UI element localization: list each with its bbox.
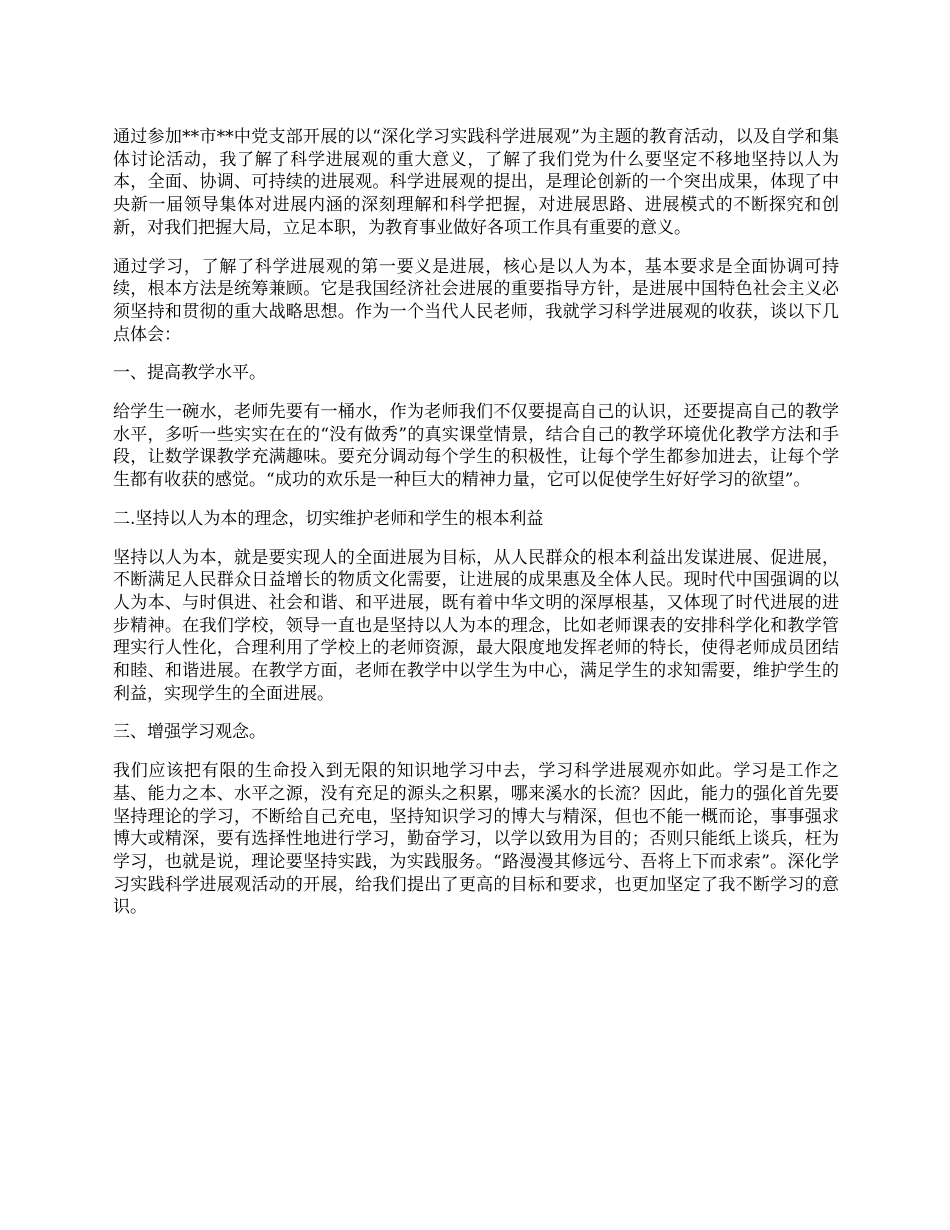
section-1-paragraph: 给学生一碗水，老师先要有一桶水，作为老师我们不仅要提高自己的认识，还要提高自己的教学水平，多听一些实实在在的“没有做秀”的真实课堂情景，结合自己的教学环境优化教学方法和手段，让数学课教学充满趣味。要充分调动每个学生的积极性，让每个学生都参加进去，让每个学生都有收获的感觉。“成功的欢乐是一种巨大的精神力量，它可以促使学生好好学习的欲望”。 xyxy=(113,402,839,491)
section-3-paragraph: 我们应该把有限的生命投入到无限的知识地学习中去，学习科学进展观亦如此。学习是工作之基、能力之本、水平之源，没有充足的源头之积累，哪来溪水的长流？因此，能力的强化首先要坚持理论的学习，不断给自己充电，坚持知识学习的博大与精深，但也不能一概而论，事事强求博大或精深，要有选择性地进行学习，勤奋学习，以学以致用为目的；否则只能纸上谈兵，枉为学习，也就是说，理论要坚持实践，为实践服务。“路漫漫其修远兮、吾将上下而求索”。深化学习实践科学进展观活动的开展，给我们提出了更高的目标和要求，也更加坚定了我不断学习的意识。 xyxy=(113,761,839,918)
document-page xyxy=(113,126,839,935)
intro-paragraph: 通过参加**市**中党支部开展的以“深化学习实践科学进展观”为主题的教育活动，以及自学和集体讨论活动，我了解了科学进展观的重大意义，了解了我们党为什么要坚定不移地坚持以人为本，全面、协调、可持续的进展观。科学进展观的提出，是理论创新的一个突出成果，体现了中央新一届领导集体对进展内涵的深刻理解和科学把握，对进展思路、进展模式的不断探究和创新，对我们把握大局，立足本职，为教育事业做好各项工作具有重要的意义。 xyxy=(113,127,839,238)
section-heading-1: 一、提高教学水平。 xyxy=(113,363,266,384)
section-heading-2: 二.坚持以人为本的理念，切实维护老师和学生的根本利益 xyxy=(113,508,544,529)
section-2-paragraph: 坚持以人为本，就是要实现人的全面进展为目标，从人民群众的根本利益出发谋进展、促进展，不断满足人民群众日益增长的物质文化需要，让进展的成果惠及全体人民。现时代中国强调的以人为本、与时俱进、社会和谐、和平进展，既有着中华文明的深厚根基，又体现了时代进展的进步精神。在我们学校，领导一直也是坚持以人为本的理念，比如老师课表的安排科学化和教学管理实行人性化，合理利用了学校上的老师资源，最大限度地发挥老师的特长，使得老师成员团结和睦、和谐进展。在教学方面，老师在教学中以学生为中心，满足学生的求知需要，维护学生的利益，实现学生的全面进展。 xyxy=(113,547,839,704)
summary-paragraph: 通过学习，了解了科学进展观的第一要义是进展，核心是以人为本，基本要求是全面协调可持续，根本方法是统筹兼顾。它是我国经济社会进展的重要指导方针，是进展中国特色社会主义必须坚持和贯彻的重大战略思想。作为一个当代人民老师，我就学习科学进展观的收获，谈以下几点体会： xyxy=(113,256,839,345)
section-heading-3: 三、增强学习观念。 xyxy=(113,722,266,743)
